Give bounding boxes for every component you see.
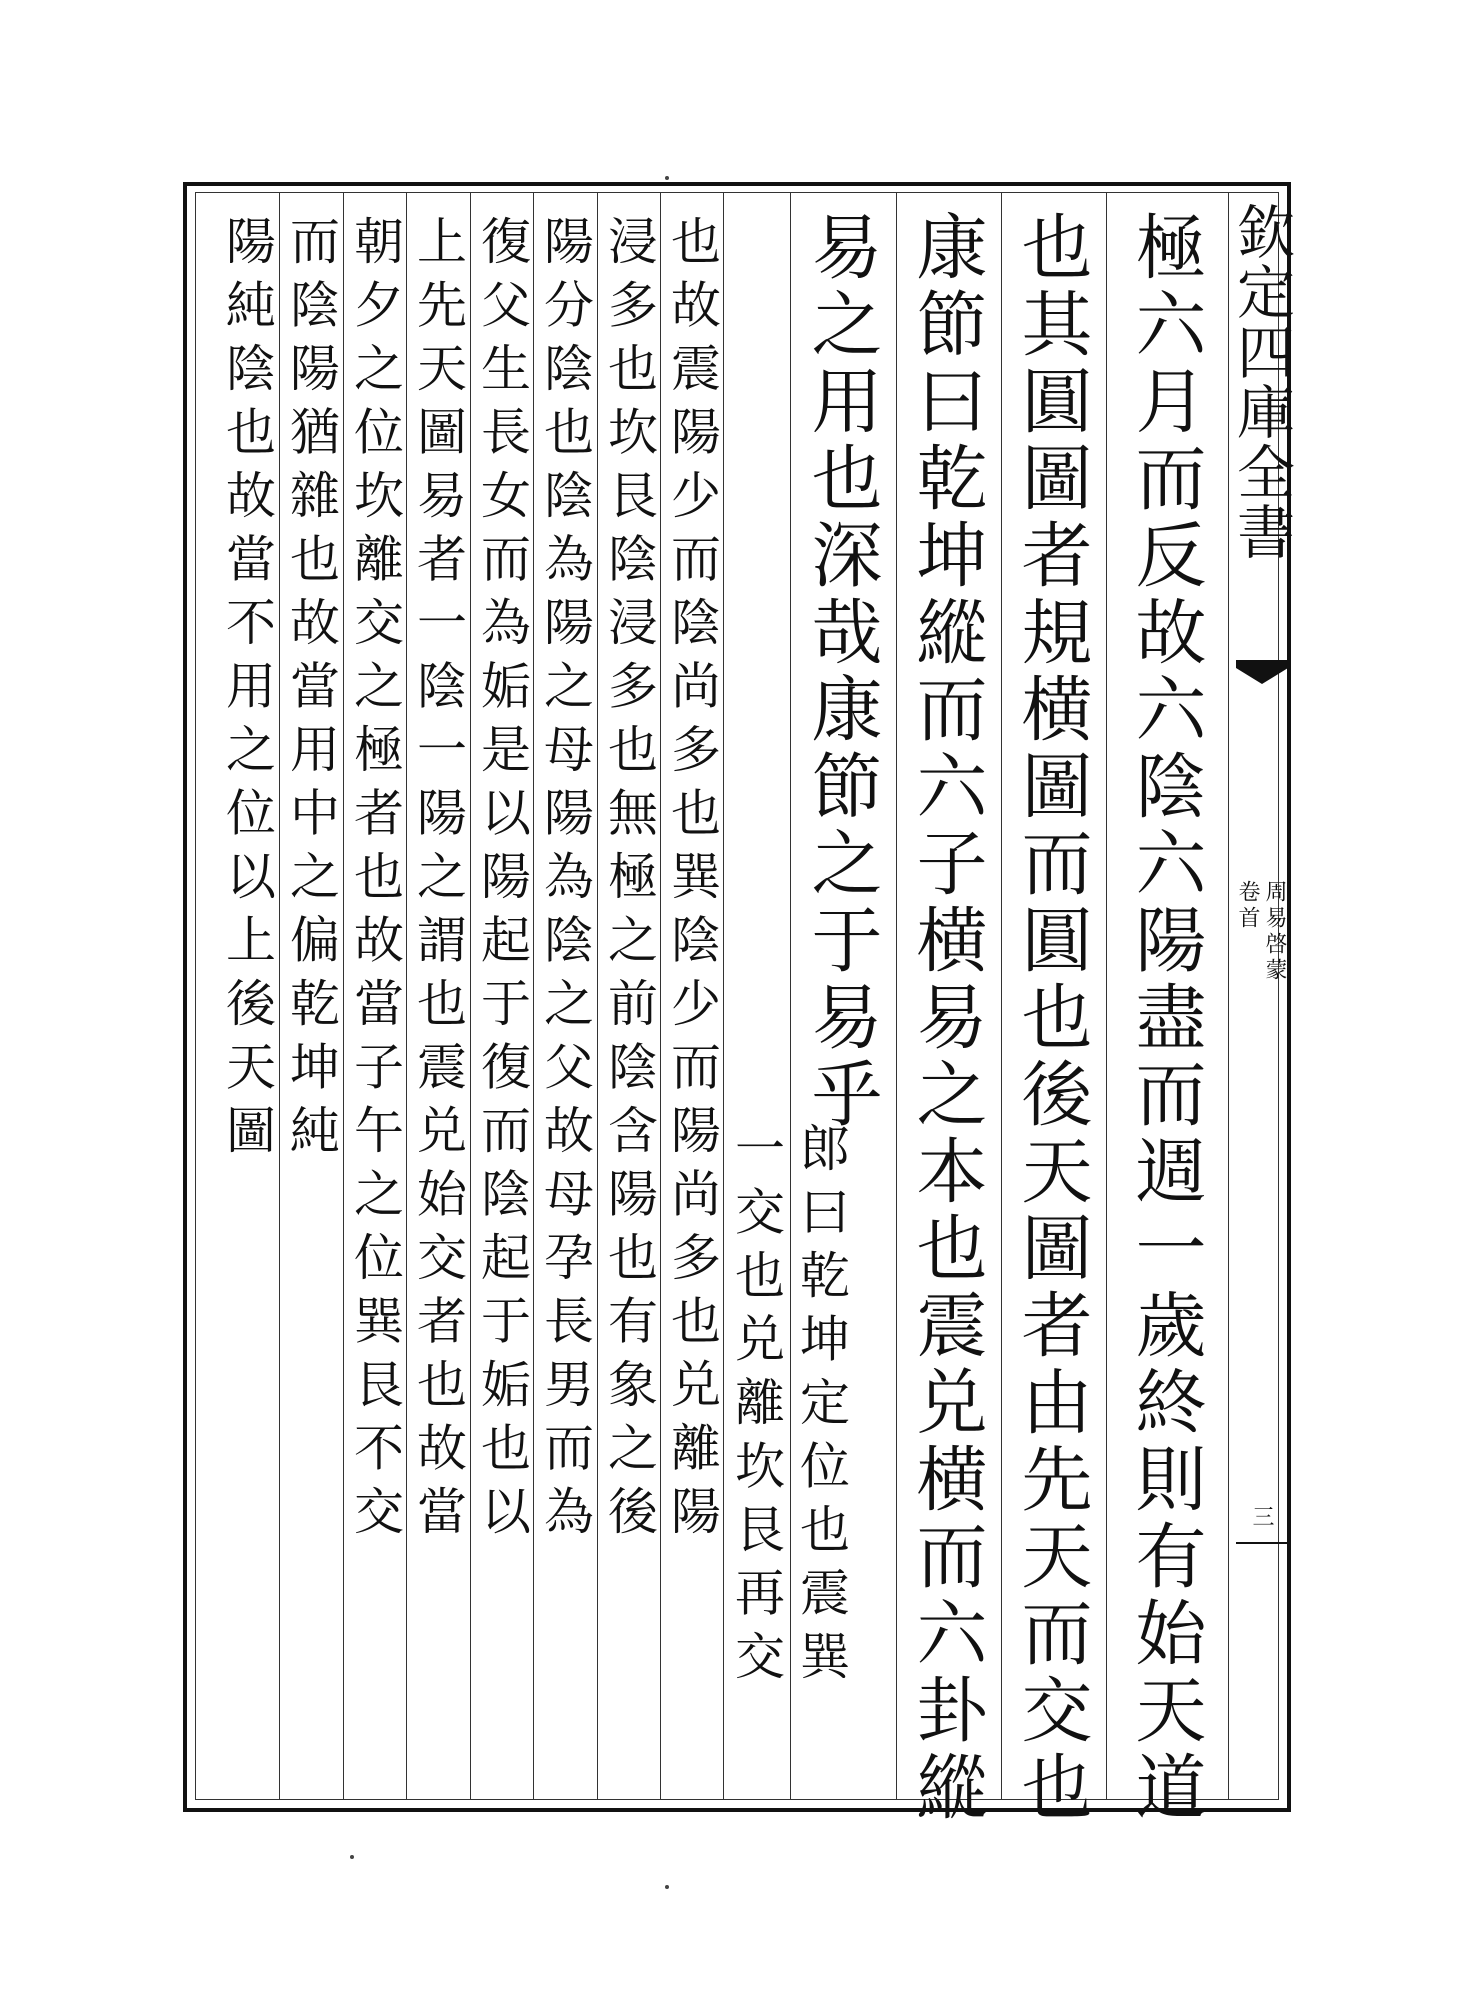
commentary-column: 陽分陰也陰為陽之母陽為陰之父故母孕長男而為 — [536, 215, 594, 1549]
book-title: 周易啓蒙 — [1262, 880, 1287, 984]
scan-speck — [665, 1885, 669, 1889]
column-divider — [660, 192, 661, 1800]
scan-speck — [350, 1855, 354, 1859]
text-column: 康節曰乾坤縱而六子横易之本也震兑横而六卦縱 — [905, 210, 988, 1827]
column-divider — [279, 192, 280, 1800]
commentary-column: 一交也兑離坎艮再交 — [727, 1122, 785, 1694]
column-divider — [533, 192, 534, 1800]
column-divider — [343, 192, 344, 1800]
column-divider — [597, 192, 598, 1800]
text-column: 極六月而反故六陰六陽盡而週一歲終則有始天道 — [1124, 210, 1207, 1827]
commentary-column: 浸多也坎艮陰浸多也無極之前陰含陽也有象之後 — [600, 215, 658, 1549]
page-number: 三 — [1249, 1505, 1274, 1531]
column-divider — [406, 192, 407, 1800]
commentary-column: 朝夕之位坎離交之極者也故當子午之位巽艮不交 — [346, 215, 404, 1549]
margin-rule — [1236, 1542, 1288, 1544]
commentary-column: 陽純陰也故當不用之位以上後天圖 — [218, 215, 276, 1168]
volume-label: 卷首 — [1235, 880, 1260, 932]
column-divider — [1106, 192, 1107, 1800]
column-divider — [470, 192, 471, 1800]
commentary-column: 而陰陽猶雜也故當用中之偏乾坤純 — [282, 215, 340, 1168]
commentary-column: 復父生長女而為姤是以陽起于復而陰起于姤也以 — [473, 215, 531, 1549]
commentary-column: 也故震陽少而陰尚多也巽陰少而陽尚多也兑離陽 — [663, 215, 721, 1549]
library-title: 欽定四庫全書 — [1227, 202, 1295, 562]
fish-tail-mark-icon — [1236, 654, 1288, 692]
column-divider — [896, 192, 897, 1800]
text-column: 易之用也深哉康節之于易乎 — [800, 210, 883, 1134]
commentary-column: 郎曰乾坤定位也震巽 — [792, 1122, 850, 1694]
commentary-column: 上先天圖易者一陰一陽之謂也震兑始交者也故當 — [409, 215, 467, 1549]
scan-speck — [665, 176, 669, 180]
column-divider — [790, 192, 791, 1800]
column-divider — [723, 192, 724, 1800]
text-column: 也其圓圖者規横圖而圓也後天圖者由先天而交也 — [1010, 210, 1093, 1827]
column-divider — [1001, 192, 1002, 1800]
